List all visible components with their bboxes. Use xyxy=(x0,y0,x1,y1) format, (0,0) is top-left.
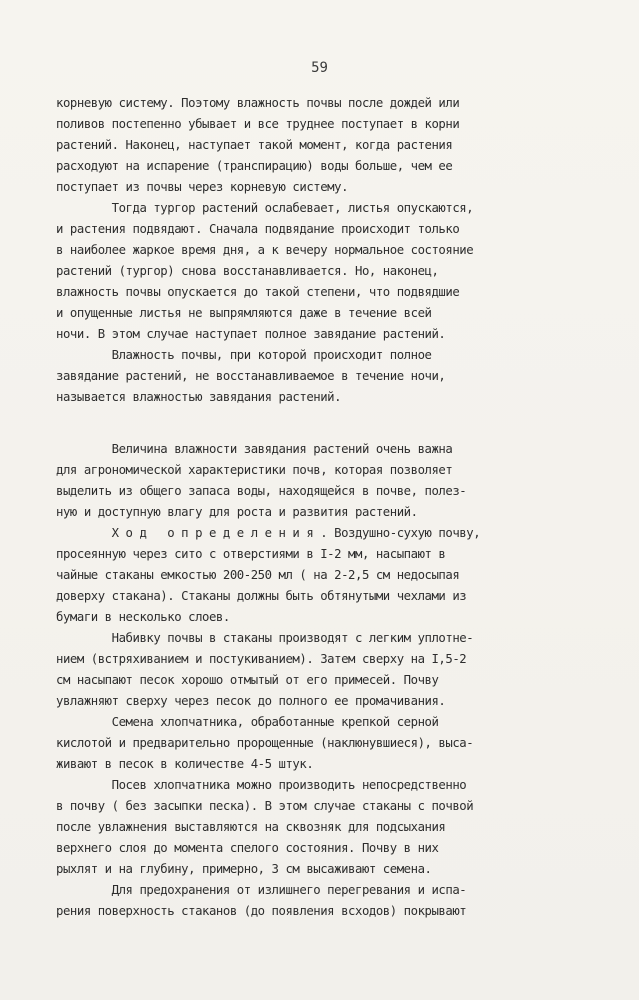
text-line: и растения подвядают. Сначала подвядание происходит только xyxy=(56,222,460,236)
paragraph-gap xyxy=(56,408,616,439)
text-line: выделить из общего запаса воды, находящейся в почве, полез- xyxy=(56,484,467,498)
text-line: нием (встряхиванием и постукиванием). Затем сверху на I,5-2 xyxy=(56,652,467,666)
text-line: в наиболее жаркое время дня, а к вечеру нормальное состояние xyxy=(56,243,474,257)
text-line: расходуют на испарение (транспирацию) воды больше, чем ее xyxy=(56,159,453,173)
text-line: поливов постепенно убывает и все труднее поступает в корни xyxy=(56,117,460,131)
text-line: влажность почвы опускается до такой степени, что подвядшие xyxy=(56,285,460,299)
text-line: бумаги в несколько слоев. xyxy=(56,610,230,624)
text-line: кислотой и предварительно пророщенные (наклюнувшиеся), выса- xyxy=(56,736,474,750)
text-line: см насыпают песок хорошо отмытый от его примесей. Почву xyxy=(56,673,439,687)
text-line: Тогда тургор растений ослабевает, листья опускаются, xyxy=(56,201,474,215)
text-line: в почву ( без засыпки песка). В этом случае стаканы с почвой xyxy=(56,799,474,813)
text-line: Посев хлопчатника можно производить непосредственно xyxy=(56,778,467,792)
text-line: ную и доступную влагу для роста и развития растений. xyxy=(56,505,418,519)
text-line: увлажняют сверху через песок до полного ее промачивания. xyxy=(56,694,446,708)
text-line: растений (тургор) снова восстанавливается. Но, наконец, xyxy=(56,264,439,278)
text-line: верхнего слоя до момента спелого состояния. Почву в них xyxy=(56,841,439,855)
text-line: рыхлят и на глубину, примерно, 3 см высаживают семена. xyxy=(56,862,432,876)
text-line: и опущенные листья не выпрямляются даже в течение всей xyxy=(56,306,432,320)
text-line: ночи. В этом случае наступает полное завядание растений. xyxy=(56,327,446,341)
text-line: чайные стаканы емкостью 200-250 мл ( на 2-2,5 см недосыпая xyxy=(56,568,460,582)
text-line: живают в песок в количестве 4-5 штук. xyxy=(56,757,314,771)
text-line: для агрономической характеристики почв, которая позволяет xyxy=(56,463,453,477)
text-line: просеянную через сито с отверстиями в I-2 мм, насыпают в xyxy=(56,547,446,561)
text-line: Для предохранения от излишнего перегревания и испа- xyxy=(56,883,467,897)
page-number: 59 xyxy=(311,60,328,76)
text-line: корневую систему. Поэтому влажность почвы после дождей или xyxy=(56,96,460,110)
text-line: Х о д о п р е д е л е н и я . Воздушно-сухую почву, xyxy=(56,526,481,540)
text-line: Набивку почвы в стаканы производят с легким уплотне- xyxy=(56,631,474,645)
text-line: Влажность почвы, при которой происходит полное xyxy=(56,348,432,362)
text-line: называется влажностью завядания растений. xyxy=(56,390,342,404)
body-text xyxy=(56,93,616,922)
text-line: завядание растений, не восстанавливаемое в течение ночи, xyxy=(56,369,446,383)
text-line: Семена хлопчатника, обработанные крепкой серной xyxy=(56,715,439,729)
text-line: Величина влажности завядания растений очень важна xyxy=(56,442,453,456)
text-line: растений. Наконец, наступает такой момент, когда растения xyxy=(56,138,453,152)
text-line: доверху стакана). Стаканы должны быть обтянутыми чехлами из xyxy=(56,589,467,603)
text-line: рения поверхность стаканов (до появления всходов) покрывают xyxy=(56,904,467,918)
text-line: поступает из почвы через корневую систему. xyxy=(56,180,349,194)
text-line: после увлажнения выставляются на сквозняк для подсыхания xyxy=(56,820,446,834)
